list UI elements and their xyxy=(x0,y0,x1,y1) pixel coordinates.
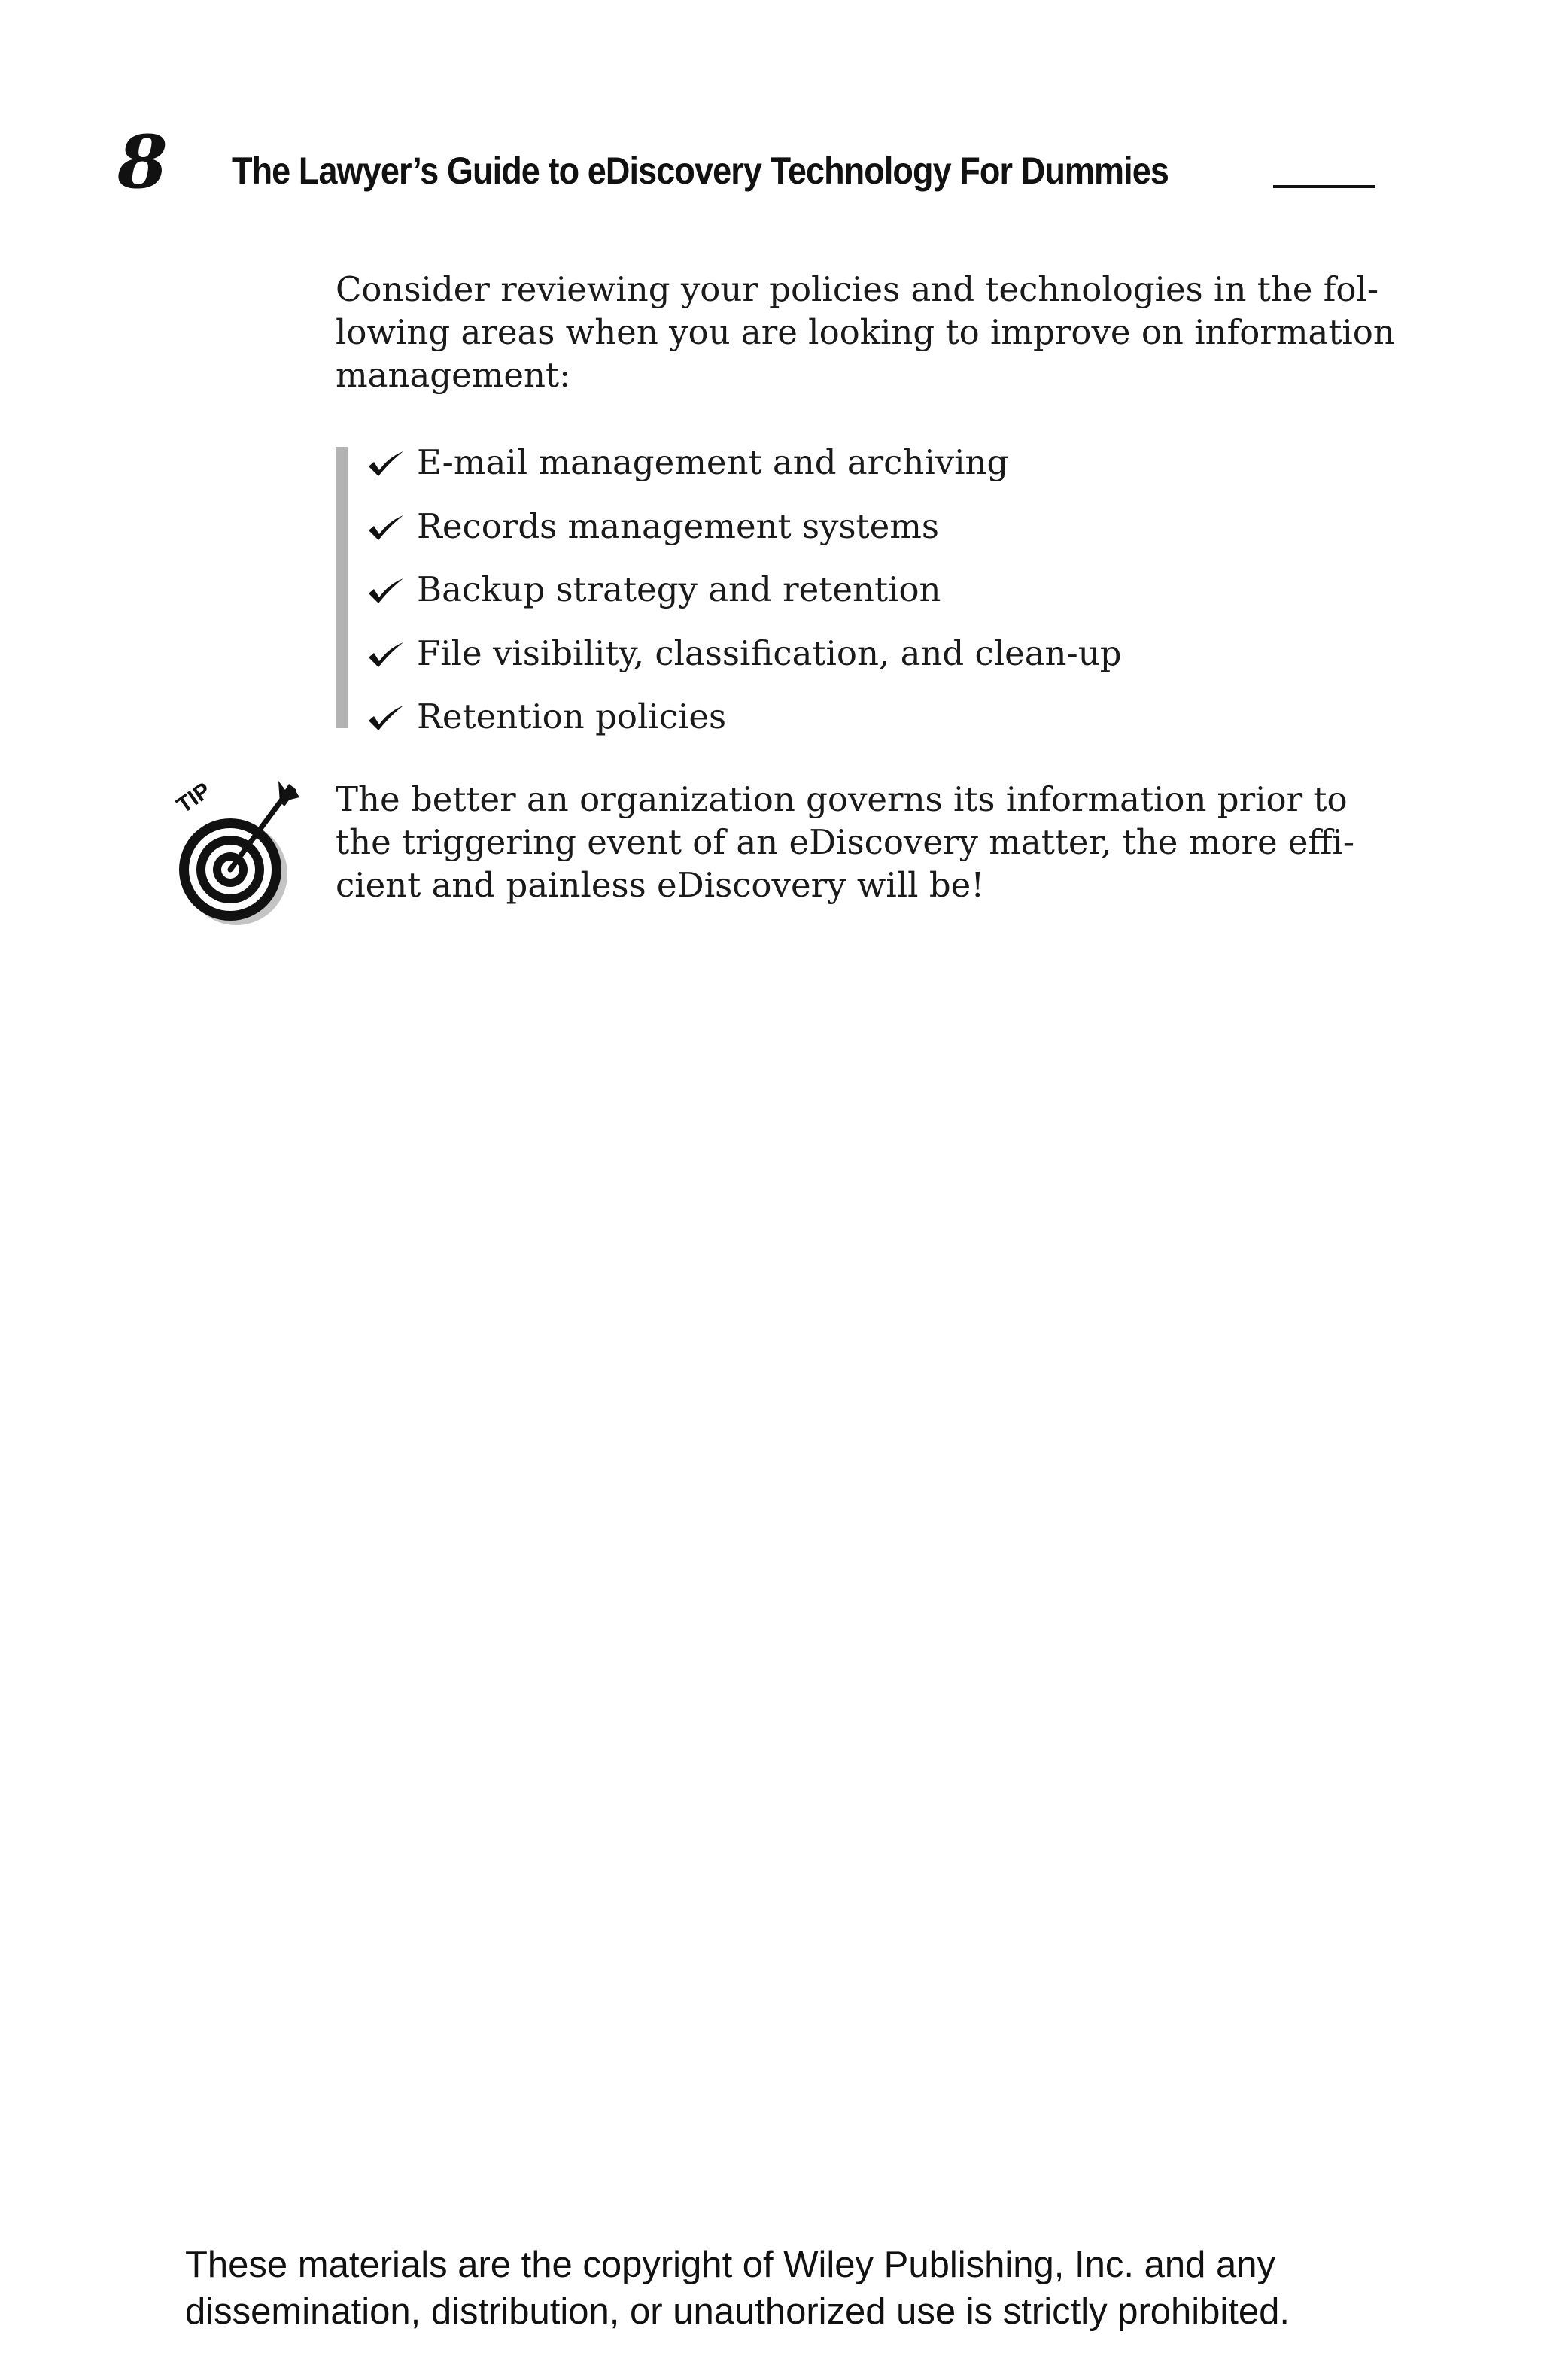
footer-line: dissemination, distribution, or unauthorized use is strictly prohibited. xyxy=(185,2291,1290,2332)
intro-paragraph xyxy=(336,268,1395,396)
checklist-item-label: Retention policies xyxy=(417,697,727,736)
checkmark-icon xyxy=(367,577,405,604)
tip-paragraph xyxy=(336,778,1374,906)
checklist-item xyxy=(367,632,1122,696)
checklist-item-label: File visibility, classification, and clean-up xyxy=(417,633,1122,673)
checkmark-icon xyxy=(367,514,405,541)
checklist-item-label: Records management systems xyxy=(417,505,940,546)
checklist-item xyxy=(367,568,1122,632)
header-rule xyxy=(1273,185,1375,188)
checklist-item-label: E-mail management and archiving xyxy=(417,442,1009,482)
checkmark-icon xyxy=(367,641,405,668)
page-number: 8 xyxy=(117,120,168,205)
checklist-item-label: Backup strategy and retention xyxy=(417,569,941,609)
copyright-footer xyxy=(185,2242,1290,2335)
intro-line: lowing areas when you are looking to improve on information xyxy=(336,312,1395,352)
checklist-item xyxy=(367,695,1122,759)
checklist xyxy=(367,441,1122,759)
tip-line: the triggering event of an eDiscovery matter, the more effi- xyxy=(336,822,1355,862)
checkmark-icon xyxy=(367,450,405,477)
tip-target-icon xyxy=(167,770,302,927)
checklist-item xyxy=(367,505,1122,569)
tip-icon-label: TIP xyxy=(172,777,216,818)
checklist-sidebar xyxy=(336,447,348,728)
intro-line: management: xyxy=(336,355,571,395)
checkmark-icon xyxy=(367,704,405,731)
tip-line: cient and painless eDiscovery will be! xyxy=(336,865,985,905)
running-head-title: The Lawyer’s Guide to eDiscovery Technology For Dummies xyxy=(232,150,1169,192)
intro-line: Consider reviewing your policies and technologies in the fol- xyxy=(336,269,1379,309)
footer-line: These materials are the copyright of Wiley Publishing, Inc. and any xyxy=(185,2245,1275,2285)
checklist-item xyxy=(367,441,1122,505)
tip-line: The better an organization governs its information prior to xyxy=(336,779,1348,819)
